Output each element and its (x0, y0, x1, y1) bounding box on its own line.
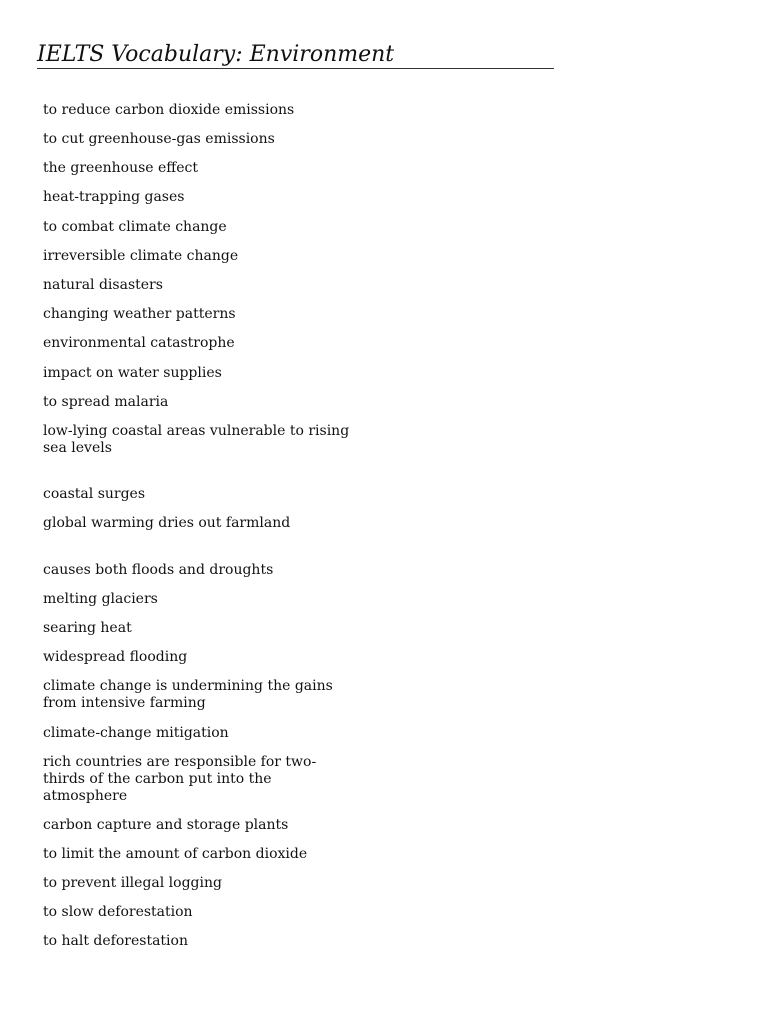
vocab-item: the greenhouse effect (43, 160, 198, 176)
vocab-item: melting glaciers (43, 591, 158, 607)
vocab-item: to reduce carbon dioxide emissions (43, 102, 295, 118)
vocab-item: irreversible climate change (43, 248, 239, 264)
vocab-item: environmental catastrophe (43, 335, 235, 351)
vocab-item: to halt deforestation (43, 933, 188, 949)
vocab-item: coastal surges (43, 486, 146, 502)
vocab-item: changing weather patterns (43, 306, 236, 322)
vocab-item: to spread malaria (43, 394, 169, 410)
vocab-item: rich countries are responsible for two-thirds of the carbon put into the atmosphere (43, 754, 317, 804)
vocab-item: climate-change mitigation (43, 725, 229, 741)
vocab-item: widespread flooding (43, 649, 188, 665)
vocab-item: to combat climate change (43, 219, 227, 235)
vocab-item: climate change is undermining the gains from intensive farming (43, 678, 333, 711)
vocab-item: heat-trapping gases (43, 189, 185, 205)
vocab-item: impact on water supplies (43, 365, 222, 381)
vocab-item: to limit the amount of carbon dioxide (43, 846, 308, 862)
vocab-item: searing heat (43, 620, 132, 636)
page-title: IELTS Vocabulary: Environment (37, 42, 395, 67)
vocab-item: to prevent illegal logging (43, 875, 222, 891)
vocab-item: low-lying coastal areas vulnerable to rising sea levels (43, 423, 350, 456)
vocab-item: natural disasters (43, 277, 163, 293)
vocab-item: causes both floods and droughts (43, 562, 274, 578)
vocab-item: carbon capture and storage plants (43, 817, 289, 833)
vocab-item: to cut greenhouse-gas emissions (43, 131, 275, 147)
vocab-item: global warming dries out farmland (43, 515, 291, 531)
vocab-item: to slow deforestation (43, 904, 193, 920)
